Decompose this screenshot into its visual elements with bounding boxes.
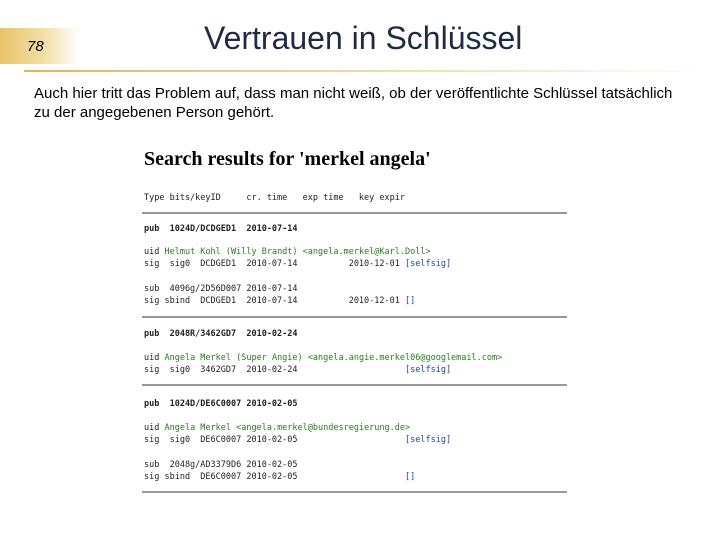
keyserver-screenshot (142, 148, 570, 498)
key-row-uid: uid Angela Merkel (Super Angie) <angela.angie.merkel06@googlemail.com> (144, 353, 503, 363)
key-row-uid: uid Angela Merkel <angela.merkel@bundesregierung.de> (144, 423, 411, 433)
block-divider (142, 491, 567, 493)
header-divider (142, 212, 567, 214)
selfsig-link[interactable]: [selfsig] (405, 435, 452, 445)
block-divider (142, 384, 567, 386)
page-number: 78 (27, 38, 44, 55)
key-row-uid: uid Helmut Kohl (Willy Brandt) <angela.merkel@Karl.Doll> (144, 247, 431, 257)
key-row-pub[interactable] (144, 329, 298, 339)
key-row-sig: sig sig0 DCDGED1 2010-07-14 2010-12-01 [selfsig] (144, 259, 452, 269)
uid-text[interactable]: Angela Merkel <angela.merkel@bundesregierung.de> (164, 423, 411, 433)
slide-title: Vertrauen in Schlüssel (204, 20, 523, 56)
key-row-pub[interactable] (144, 224, 298, 234)
key-row-sub: sub 2048g/AD3379D6 2010-02-05 (144, 460, 298, 470)
sig-link[interactable]: [] (405, 296, 416, 306)
selfsig-link[interactable]: [selfsig] (405, 365, 452, 375)
slide-body-text: Auch hier tritt das Problem auf, dass man nicht weiß, ob der veröffentlichte Schlüssel tatsächlich zu der angegebenen Person gehört. (34, 85, 673, 121)
key-row-sig: sig sig0 3462GD7 2010-02-24 [selfsig] (144, 365, 452, 375)
key-row-sig: sig sbind DE6C0007 2010-02-05 [] (144, 472, 416, 482)
key-row-sub: sub 4096g/2D56D007 2010-07-14 (144, 284, 298, 294)
search-results-title: Search results for 'merkel angela' (144, 148, 431, 170)
block-divider (142, 316, 567, 318)
key-link[interactable]: pub 2048R/3462GD7 2010-02-24 (144, 329, 298, 339)
selfsig-link[interactable]: [selfsig] (405, 259, 452, 269)
results-header: Type bits/keyID cr. time exp time key expir (144, 193, 405, 203)
key-row-pub[interactable] (144, 399, 298, 409)
uid-text[interactable]: Angela Merkel (Super Angie) <angela.angie.merkel06@googlemail.com> (164, 353, 503, 363)
key-row-sig: sig sbind DCDGED1 2010-07-14 2010-12-01 [] (144, 296, 416, 306)
sig-link[interactable]: [] (405, 472, 416, 482)
page-number-badge (0, 28, 80, 64)
key-link[interactable]: pub 1024D/DCDGED1 2010-07-14 (144, 224, 298, 234)
key-link[interactable]: pub 1024D/DE6C0007 2010-02-05 (144, 399, 298, 409)
title-divider (24, 70, 714, 72)
key-row-sig: sig sig0 DE6C0007 2010-02-05 [selfsig] (144, 435, 452, 445)
uid-text[interactable]: Helmut Kohl (Willy Brandt) <angela.merkel@Karl.Doll> (164, 247, 431, 257)
